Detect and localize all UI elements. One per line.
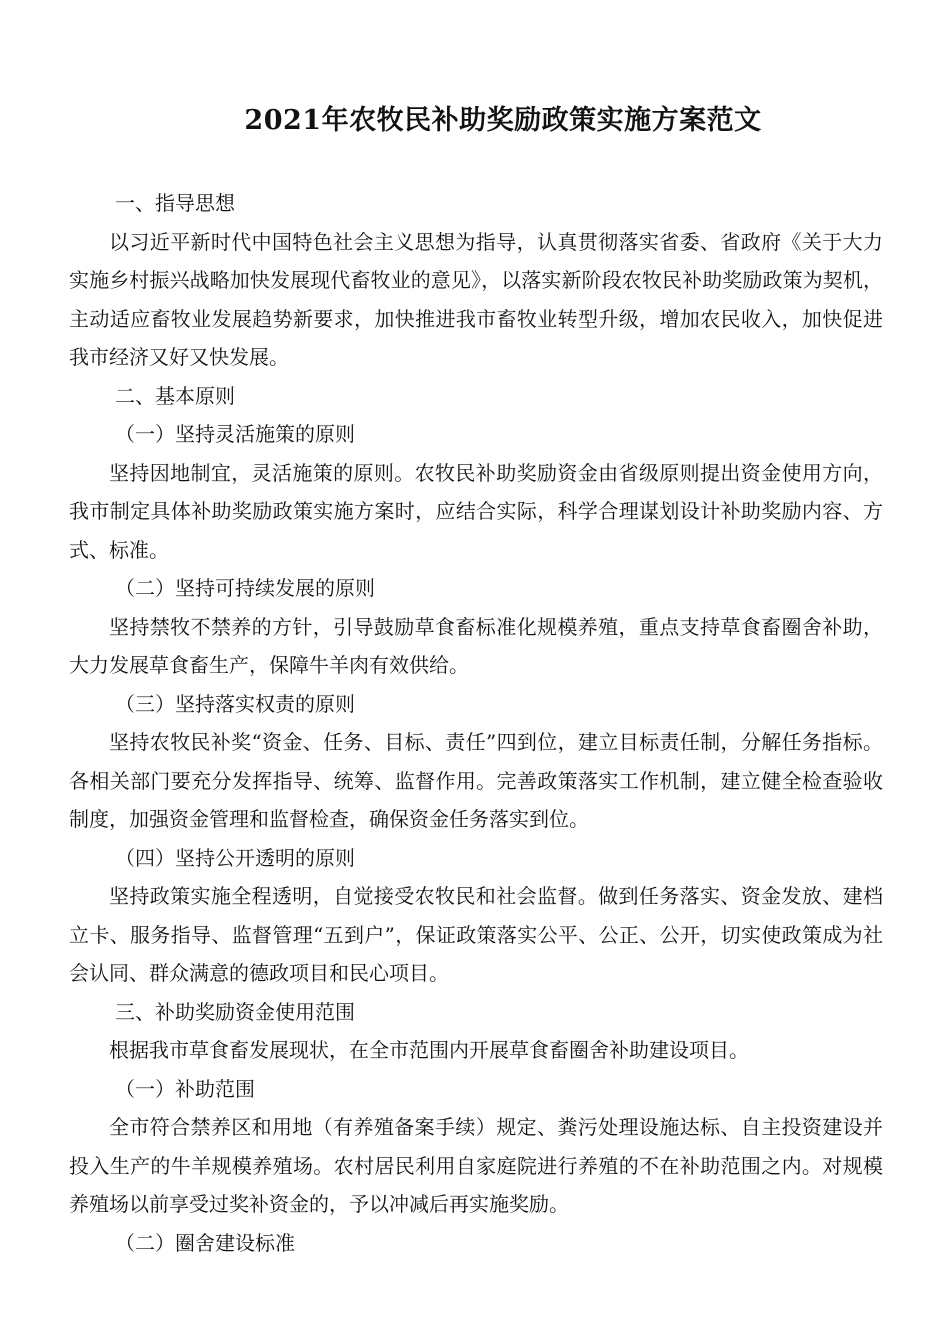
paragraph: 坚持禁牧不禁养的方针，引导鼓励草食畜标准化规模养殖，重点支持草食畜圈舍补助，大力发展草食畜生产，保障牛羊肉有效供给。 xyxy=(69,614,883,677)
paragraph: 全市符合禁养区和用地（有养殖备案手续）规定、粪污处理设施达标、自主投资建设并投入生产的牛羊规模养殖场。农村居民利用自家庭院进行养殖的不在补助范围之内。对规模养殖场以前享受过奖补资金的，予以冲减后再实施奖励。 xyxy=(69,1115,883,1216)
paragraph: 坚持因地制宜，灵活施策的原则。农牧民补助奖励资金由省级原则提出资金使用方向，我市制定具体补助奖励政策实施方案时，应结合实际，科学合理谋划设计补助奖励内容、方式、标准。 xyxy=(69,460,883,562)
paragraph: 以习近平新时代中国特色社会主义思想为指导，认真贯彻落实省委、省政府《关于大力实施乡村振兴战略加快发展现代畜牧业的意见》，以落实新阶段农牧民补助奖励政策为契机，主动适应畜牧业发展趋势新要求，加快推进我市畜牧业转型升级，增加农民收入，加快促进我市经济又好又快发展。 xyxy=(69,229,883,369)
subsection-heading: （四）坚持公开透明的原则 xyxy=(115,845,355,870)
subsection-heading: （二）坚持可持续发展的原则 xyxy=(115,576,375,600)
paragraph: 坚持政策实施全程透明，自觉接受农牧民和社会监督。做到任务落实、资金发放、建档立卡、服务指导、监督管理“五到户”，保证政策落实公平、公正、公开，切实使政策成为社会认同、群众满意的德政项目和民心项目。 xyxy=(69,884,883,985)
document-title: 2021年农牧民补助奖励政策实施方案范文 xyxy=(244,105,762,136)
subsection-heading: （三）坚持落实权责的原则 xyxy=(115,691,355,716)
section-heading: 三、补助奖励资金使用范围 xyxy=(115,999,355,1024)
paragraph: 根据我市草食畜发展现状，在全市范围内开展草食畜圈舍补助建设项目。 xyxy=(109,1038,749,1062)
subsection-heading: （一）补助范围 xyxy=(115,1076,255,1101)
subsection-heading: （二）圈舍建设标准 xyxy=(115,1230,295,1255)
subsection-heading: （一）坚持灵活施策的原则 xyxy=(115,422,355,446)
paragraph: 坚持农牧民补奖“资金、任务、目标、责任”四到位，建立目标责任制，分解任务指标。各相关部门要充分发挥指导、统筹、监督作用。完善政策落实工作机制，建立健全检查验收制度，加强资金管理和监督检查，确保资金任务落实到位。 xyxy=(69,730,883,831)
section-heading: 一、指导思想 xyxy=(115,191,235,215)
document-body xyxy=(69,184,883,1262)
section-heading: 二、基本原则 xyxy=(115,383,235,408)
